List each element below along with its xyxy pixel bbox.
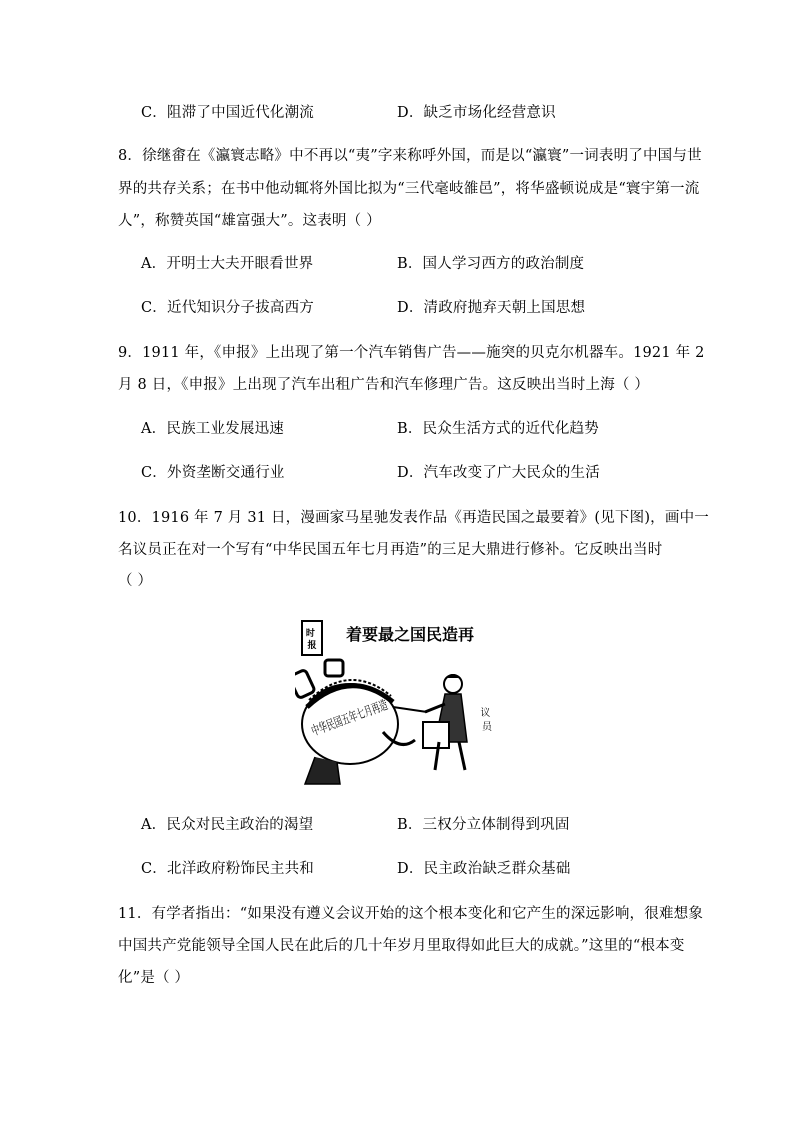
political-cartoon-image xyxy=(295,612,495,787)
q9-text-line-1: 9．1911 年，《申报》上出现了第一个汽车销售广告——施突的贝克尔机器车。1921 年 2 xyxy=(118,345,705,361)
q10-text-line-2: 名议员正在对一个写有“中华民国五年七月再造”的三足大鼎进行修补。它反映出当时 xyxy=(118,542,663,558)
q8-text-line-1: 8．徐继畬在《瀛寰志略》中不再以“夷”字来称呼外国，而是以“瀛寰”一词表明了中国与世 xyxy=(118,148,702,164)
q9-option-b: B．民众生活方式的近代化趋势 xyxy=(397,421,599,437)
q11-text-line-1: 11．有学者指出：“如果没有遵义会议开始的这个根本变化和它产生的深远影响，很难想象 xyxy=(118,906,704,922)
q7-option-c: C．阻滞了中国近代化潮流 xyxy=(141,105,314,121)
cartoon-side-label xyxy=(480,707,493,733)
q10-text-line-3: （ ） xyxy=(118,573,153,589)
q9-option-a: A．民族工业发展迅速 xyxy=(141,421,284,437)
q11-text-line-3: 化”是（ ） xyxy=(118,970,190,986)
q8-option-b: B．国人学习西方的政治制度 xyxy=(397,256,585,272)
q9-option-c: C．外资垄断交通行业 xyxy=(141,465,285,481)
q8-option-a: A．开明士大夫开眼看世界 xyxy=(141,256,314,272)
q8-text-line-3: 人”，称赞英国“雄富强大”。这表明（ ） xyxy=(118,213,381,229)
q10-text-line-1: 10．1916 年 7 月 31 日，漫画家马星驰发表作品《再造民国之最要着》(见下图)，画中一 xyxy=(118,510,709,526)
vessel-inscription: 中华民国五年七月再造 xyxy=(309,680,437,740)
box-label-char-1: 时 xyxy=(305,629,315,639)
box-label-char-2: 报 xyxy=(307,641,317,651)
q10-option-c: C．北洋政府粉饰民主共和 xyxy=(141,861,314,877)
q11-text-line-2: 中国共产党能领导全国人民在此后的几十年岁月里取得如此巨大的成就。”这里的“根本变 xyxy=(118,938,685,954)
cartoon-box-label xyxy=(306,627,318,651)
q8-text-line-2: 界的共存关系；在书中他动辄将外国比拟为“三代毫岐雒邑”，将华盛顿说成是“寰宇第一流 xyxy=(118,181,700,197)
side-label-char-2: 员 xyxy=(482,722,492,733)
q7-option-d: D．缺乏市场化经营意识 xyxy=(397,105,556,121)
q9-option-d: D．汽车改变了广大民众的生活 xyxy=(397,465,600,481)
cartoon-title: 着要最之国民造再 xyxy=(345,625,475,644)
q8-option-c: C．近代知识分子拔高西方 xyxy=(141,300,314,316)
q9-text-line-2: 月 8 日，《申报》上出现了汽车出租广告和汽车修理广告。这反映出当时上海（ ） xyxy=(118,377,650,393)
q8-option-d: D．清政府抛弃天朝上国思想 xyxy=(397,300,586,316)
q10-option-b: B．三权分立体制得到巩固 xyxy=(397,817,570,833)
side-label-char-1: 议 xyxy=(480,708,491,719)
q10-option-d: D．民主政治缺乏群众基础 xyxy=(397,861,571,877)
q10-option-a: A．民众对民主政治的渴望 xyxy=(141,817,314,833)
